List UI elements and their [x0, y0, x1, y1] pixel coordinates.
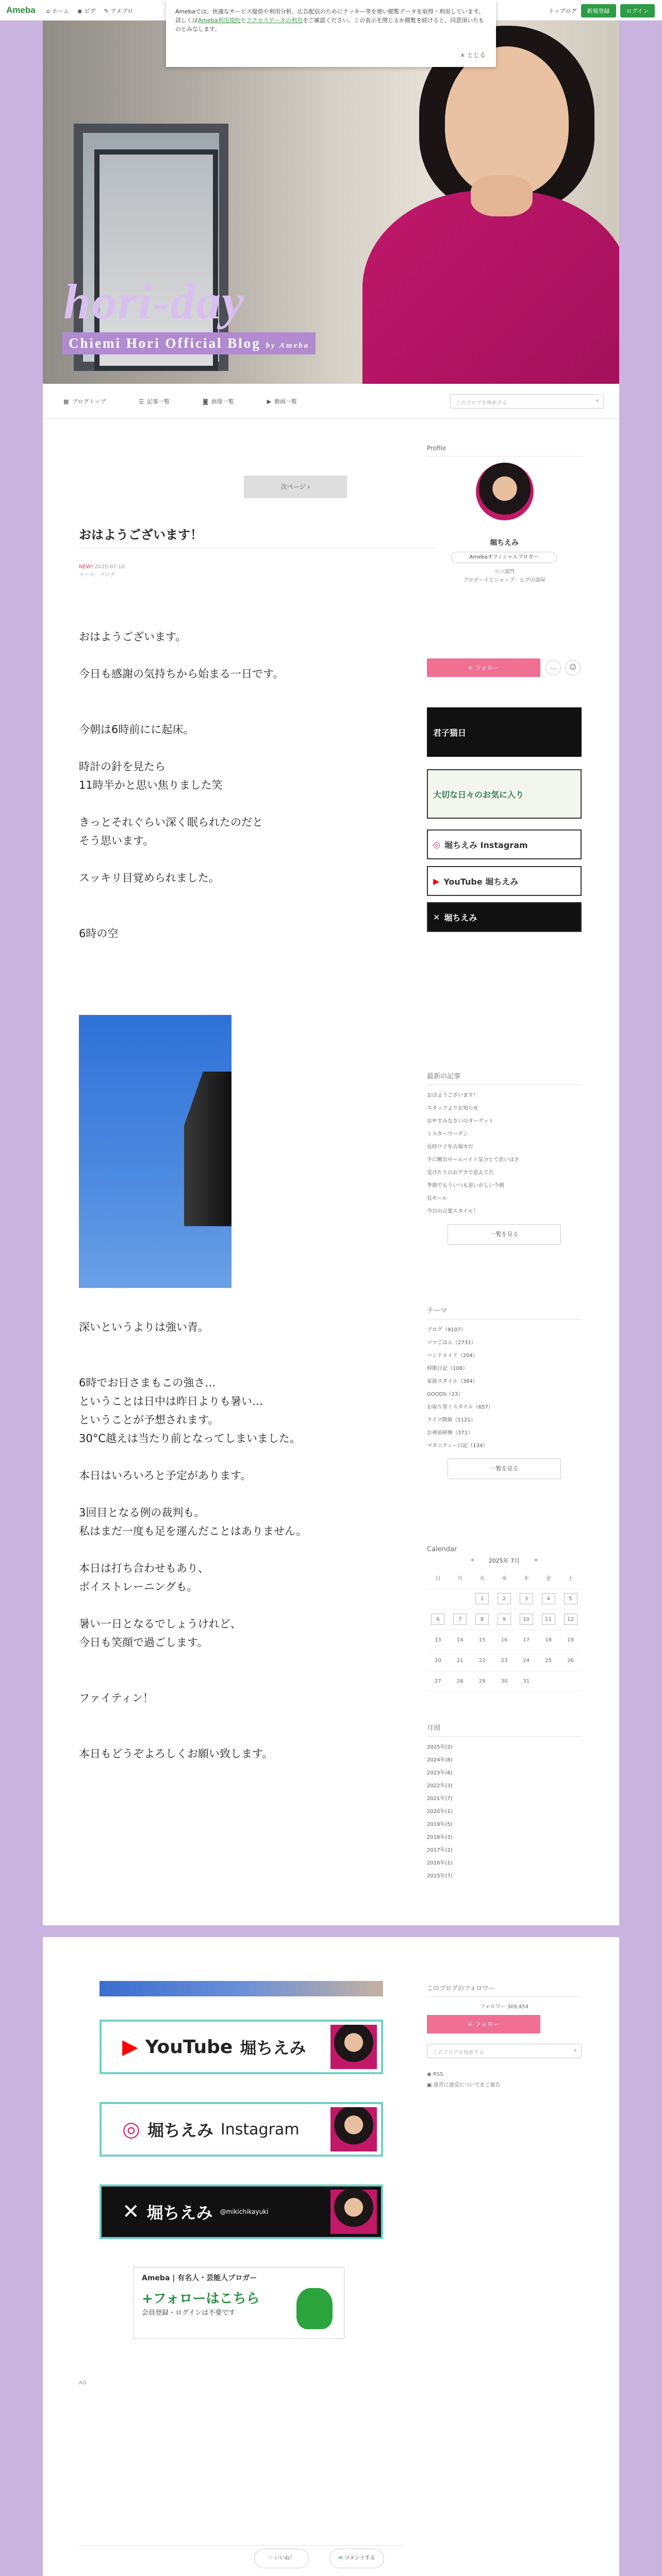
recent-item[interactable]: ミスターワーデン — [427, 1131, 468, 1137]
nav-pigg[interactable]: ◉ ピグ — [77, 7, 96, 14]
banner-kunshi[interactable]: 君子猫日 — [427, 707, 582, 757]
main-content — [43, 419, 619, 1925]
building-shape — [184, 1072, 231, 1226]
instagram-icon: ◎ — [122, 2117, 140, 2141]
archive-heading: 月別 — [427, 1724, 441, 1732]
nav-ameblo[interactable]: ✎ アメブロ — [104, 7, 134, 14]
recent-item[interactable]: 長モール — [427, 1196, 448, 1201]
portrait-thumb — [330, 2107, 377, 2151]
article-footer-area — [43, 1937, 619, 2576]
next-page-button[interactable]: 次ページ › — [244, 476, 347, 498]
avatar[interactable] — [476, 463, 534, 520]
more-icon[interactable]: … — [545, 660, 561, 675]
recent-item[interactable]: 季節でもういつも思いがしい今朝 — [427, 1183, 504, 1189]
blog-search-input[interactable]: このブログを検索する ⌕ — [427, 2044, 582, 2058]
nav-article-list[interactable]: ☰ 記事一覧 — [139, 398, 170, 405]
archive-item[interactable]: 2017年(2) — [427, 1848, 453, 1853]
ameba-mascot-icon — [296, 2288, 333, 2329]
blog-icon: ✎ — [104, 7, 109, 14]
archive-item[interactable]: 2024年(8) — [427, 1757, 453, 1763]
article-date: 2025-07-10 — [94, 564, 125, 570]
archive-item[interactable]: 2021年(7) — [427, 1796, 453, 1802]
article-meta — [79, 563, 125, 580]
article-body-1: おはようございます。 今日も感謝の気持ちから始まる一日です。 今朝は6時前にに起床。 時計の針を見たら 11時半かと思い焦りました笑 きっとそれぐらい深く眠られたのだと そう思います。 スッキリ目覚められました。 6時の空 — [79, 631, 284, 940]
calendar-day[interactable]: 11 — [537, 1609, 559, 1630]
theme-item[interactable]: お神前研修（371） — [427, 1430, 473, 1436]
header-portrait-face — [445, 46, 569, 196]
video-icon: ▶ — [267, 398, 272, 405]
official-blogger-badge: Amebaオフィシャルブロガー — [451, 552, 557, 563]
portrait-thumb — [330, 2025, 377, 2069]
recent-item[interactable]: 今日の言葉スタイル！ — [427, 1209, 478, 1214]
new-badge: NEW! — [79, 564, 93, 570]
theme-item[interactable]: 時節日記（108） — [427, 1366, 468, 1371]
theme-item[interactable]: ハンドメイド（204） — [427, 1353, 478, 1359]
search-icon[interactable]: ⌕ — [574, 2047, 577, 2053]
archive-item[interactable]: 2016年(1) — [427, 1860, 453, 1866]
profile-info: ツバ部門 プロボーイとショップ：ヒグの部屋 — [463, 569, 545, 583]
youtube-icon: ▶ — [433, 876, 440, 886]
nav-blog-top[interactable]: ▦ ブログトップ — [63, 398, 106, 405]
archive-item[interactable]: 2025年(2) — [427, 1744, 453, 1750]
blog-header[interactable] — [43, 21, 619, 384]
calendar-month: 2025年 7月 — [488, 1557, 520, 1564]
calendar-day[interactable]: 7 — [449, 1609, 471, 1630]
heart-icon: ♡ — [268, 2555, 273, 2561]
themes-more-button[interactable]: 一覧を見る — [448, 1459, 561, 1479]
profile-section — [427, 445, 582, 456]
ameba-logo[interactable]: Ameba — [6, 5, 36, 15]
article-theme[interactable]: テーマ：ブログ — [79, 572, 115, 578]
camera-icon: ◙ — [202, 398, 208, 405]
recent-item[interactable]: スタッフよりお知らせ — [427, 1106, 478, 1111]
calendar-day[interactable]: 9 — [493, 1609, 516, 1630]
comment-button[interactable]: ✉ コメントする — [329, 2549, 384, 2568]
terms-link[interactable]: Ameba利用規約 — [198, 17, 241, 24]
banner-youtube[interactable]: ▶ YouTube 堀ちえみ — [427, 866, 582, 896]
close-notice-button[interactable]: × とじる — [460, 52, 486, 59]
x-icon: ✕ — [122, 2200, 140, 2224]
x-icon: ✕ — [433, 912, 440, 922]
calendar-day[interactable]: 4 — [537, 1588, 559, 1609]
calendar-next-button[interactable]: » — [534, 1556, 538, 1563]
recent-item[interactable]: 手に酸出中ールバイト気分とて思いほさ — [427, 1157, 520, 1163]
home-icon: ▦ — [63, 398, 69, 405]
archive-item[interactable]: 2019年(5) — [427, 1822, 453, 1827]
login-button[interactable]: ログイン — [620, 4, 655, 18]
photo-strip — [100, 1981, 383, 1996]
themes-list — [427, 1305, 582, 1485]
calendar-grid: 日 月 火 水 木 金 土 1 2 3 4 5 6 7 8 9 10 11 12 13 14 15 16 17 18 19 20 21 22 23 24 25 26 27 28 29 30 31 — [427, 1568, 582, 1692]
followers-section — [427, 1984, 582, 2088]
report-link[interactable]: ▣ 運営に違反についてをご報告 — [427, 2082, 501, 2088]
archive-item[interactable]: 2018年(3) — [427, 1835, 453, 1840]
theme-item[interactable]: 家族スタイル（384） — [427, 1379, 478, 1384]
followers-count: フォロワー 309,454 — [479, 2004, 529, 2010]
calendar-day[interactable]: 8 — [471, 1609, 493, 1630]
archive-item[interactable]: 2023年(6) — [427, 1770, 453, 1776]
calendar — [427, 1546, 582, 1692]
recent-item[interactable]: おやすみなさいのターゲット — [427, 1118, 494, 1124]
home-icon: ⌂ — [46, 7, 50, 14]
youtube-banner[interactable]: ▶ YouTube 堀ちえみ — [100, 2020, 383, 2074]
banner-x[interactable]: ✕ 堀ちえみ — [427, 902, 582, 932]
ameba-follow-banner[interactable]: Ameba | 有名人・芸能人ブロガー +フォローはこちら 会員登録・ログインは不要です — [133, 2267, 344, 2339]
list-icon: ☰ — [139, 398, 144, 405]
themes-heading: テーマ — [427, 1307, 448, 1315]
search-icon[interactable]: ⌕ — [596, 398, 599, 403]
archive-item[interactable]: 2020年(1) — [427, 1809, 453, 1815]
recent-item[interactable]: 長時ワ子年古場市だ — [427, 1144, 473, 1150]
divider — [79, 2545, 404, 2546]
calendar-day[interactable]: 12 — [559, 1609, 582, 1630]
followers-heading: このブログのフォロワー — [427, 1984, 582, 1997]
top-blog-link[interactable]: トップログ — [548, 8, 577, 14]
profile-name[interactable]: 堀ちえみ — [490, 539, 519, 547]
pigg-icon: ◉ — [77, 7, 82, 14]
calendar-day[interactable]: 6 — [427, 1609, 449, 1630]
calendar-day[interactable]: 10 — [515, 1609, 537, 1630]
profile-heading: Profile — [427, 445, 582, 456]
follow-button[interactable]: + フォロー — [427, 658, 540, 677]
theme-item[interactable]: ライフ階級（1121） — [427, 1417, 476, 1423]
calendar-day[interactable]: 5 — [559, 1588, 582, 1609]
calendar-heading: Calendar — [427, 1546, 457, 1553]
recent-articles — [427, 1071, 582, 1251]
calendar-day[interactable]: 3 — [515, 1588, 537, 1609]
sky-photo[interactable] — [79, 1015, 231, 1288]
nav-image-list[interactable]: ◙ 画像一覧 — [202, 398, 234, 405]
theme-item[interactable]: お取り寄ミスタイル（657） — [427, 1404, 493, 1410]
signup-button[interactable]: 新規登録 — [581, 4, 616, 18]
report-icon: ▣ — [427, 2082, 432, 2088]
recent-item[interactable]: 受けたりのおデカで思えてた — [427, 1170, 494, 1176]
archive-item[interactable]: 2015年(7) — [427, 1873, 453, 1879]
blog-search-input[interactable]: このブログを検索する ⌕ — [450, 394, 604, 409]
theme-item[interactable]: ブログ（9107） — [427, 1327, 466, 1333]
nav-video-list[interactable]: ▶ 動画一覧 — [267, 398, 297, 405]
archive-list — [427, 1722, 582, 1883]
portrait-thumb — [330, 2190, 377, 2234]
calendar-day[interactable]: 1 — [471, 1588, 493, 1609]
youtube-icon: ▶ — [122, 2035, 138, 2059]
x-banner[interactable]: ✕ 堀ちえみ @mikichikayuki — [100, 2184, 383, 2239]
account-actions — [549, 4, 655, 18]
article-body-2: 深いというよりは強い青。 6時でお日さまもこの強さ… ということは日中は昨日よりも暑い… ということが予想されます。 30°C越えは当たり前となってしまいました。 本日はいろいろと予定があります。 3回目となる例の裁判も。 私はまだ一度も足を運んだことはありません。 本日は打ち合わせもあり、 ボイストレーニングも。 暑い一日となるでしょうけれど、 今日も笑顔で過ごします。 ファイティン！ 本日もどうぞよろしくお願い致します。 — [79, 1321, 307, 1760]
blog-subtitle: Chiemi Hori Official Blog by Ameba — [62, 332, 316, 354]
comment-icon: ✉ — [338, 2555, 343, 2561]
recent-item[interactable]: おはようございます！ — [427, 1093, 478, 1098]
theme-item[interactable]: GOODS（23） — [427, 1392, 464, 1397]
banner-instagram[interactable]: ◎ 堀ちえみ Instagram — [427, 829, 582, 859]
rss-icon: ◉ — [427, 2072, 432, 2077]
calendar-day[interactable]: 2 — [493, 1588, 516, 1609]
recent-more-button[interactable]: 一覧を見る — [448, 1224, 561, 1245]
header-portrait-body — [362, 191, 619, 384]
nav-home[interactable]: ⌂ ホーム — [46, 7, 69, 14]
user-icon[interactable]: ☺ — [565, 660, 581, 675]
follow-button[interactable]: + フォロー — [427, 2015, 540, 2033]
instagram-icon: ◎ — [433, 839, 440, 850]
blog-nav — [43, 384, 619, 419]
article-title[interactable]: おはようございます！ — [79, 528, 203, 542]
ad-label: AD — [79, 2380, 87, 2386]
blog-title: hori-day — [63, 274, 245, 329]
global-nav — [46, 7, 133, 15]
recent-heading: 最新の記事 — [427, 1073, 461, 1080]
access-data-link[interactable]: アクセスデータの利用 — [246, 17, 303, 24]
banner-favorites[interactable]: 大切な日々のお気に入り — [427, 769, 582, 819]
theme-item[interactable]: マタニティー日記（134） — [427, 1443, 488, 1449]
theme-item[interactable]: ママごはん（2731） — [427, 1340, 476, 1346]
header-portrait-hand — [471, 175, 533, 216]
cookie-notice: Amebaでは、快適なサービス提供や利用分析、広告配信のためにクッキー等を使い閲覧データを取得・利用しています。詳しくはAmeba利用規約とアクセスデータの利用をご確認ください。この表示を閉じるか閲覧を続けると、同意頂いたものとみなします。 × とじる — [166, 0, 496, 67]
archive-item[interactable]: 2022年(3) — [427, 1783, 453, 1789]
instagram-banner[interactable]: ◎ 堀ちえみ Instagram — [100, 2102, 383, 2157]
calendar-prev-button[interactable]: « — [471, 1556, 474, 1563]
rss-link[interactable]: ◉ RSS — [427, 2072, 443, 2077]
like-button[interactable]: ♡ いいね！ — [254, 2549, 309, 2568]
